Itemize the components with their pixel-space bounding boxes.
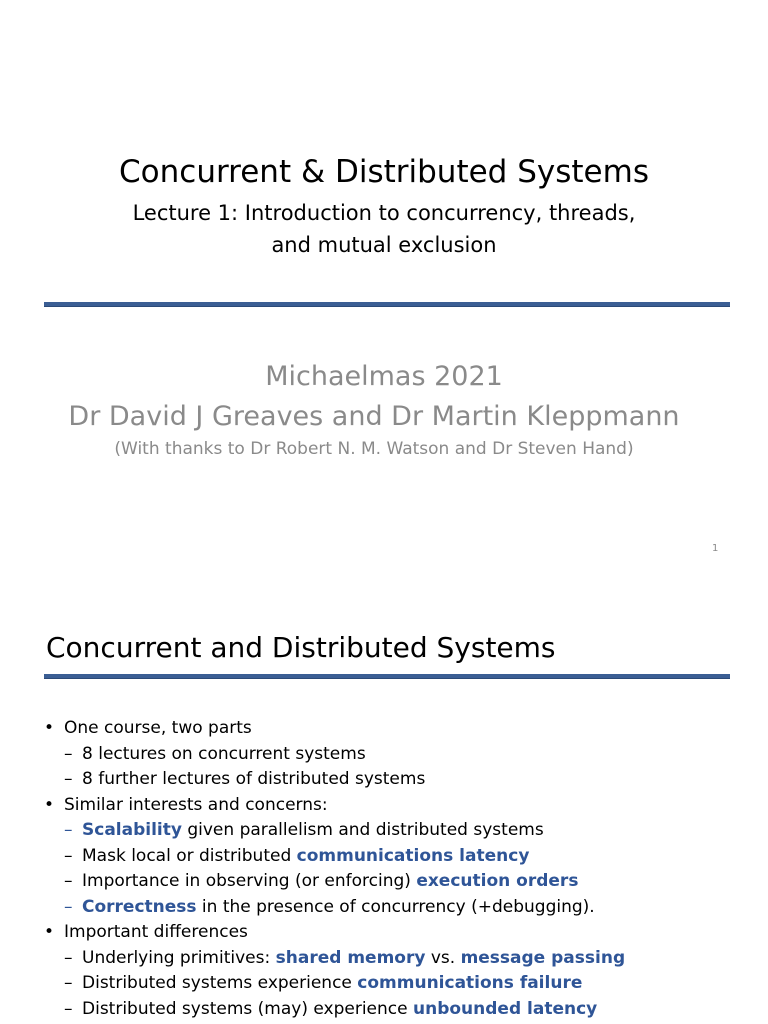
slide-subtitle	[0, 197, 768, 261]
list-subitem: – Distributed systems experience communications failure	[44, 971, 744, 997]
list-subitem: – Mask local or distributed communications latency	[44, 844, 744, 870]
slide-heading: Concurrent and Distributed Systems	[46, 631, 556, 664]
bullet-list	[44, 716, 744, 1022]
dash-icon: –	[64, 743, 73, 764]
dash-icon: –	[64, 845, 73, 866]
keyword: unbounded latency	[413, 998, 598, 1019]
list-item: • Important differences	[44, 920, 744, 946]
list-subitem: – Scalability given parallelism and distributed systems	[44, 818, 744, 844]
keyword: message passing	[460, 947, 626, 968]
acknowledgements: (With thanks to Dr Robert N. M. Watson and Dr Steven Hand)	[114, 439, 634, 459]
keyword: execution orders	[416, 871, 579, 891]
dash-icon: –	[64, 998, 73, 1019]
list-item: • Similar interests and concerns:	[44, 793, 744, 819]
dash-icon: –	[64, 896, 73, 917]
list-item: • One course, two parts	[44, 716, 744, 742]
title-divider	[44, 302, 730, 306]
dash-icon: –	[64, 769, 73, 789]
list-subitem: – 8 lectures on concurrent systems	[44, 742, 744, 768]
dash-icon: –	[64, 973, 73, 993]
term-label: Michaelmas 2021	[265, 361, 503, 392]
dash-icon: –	[64, 820, 73, 840]
slide-number: 1	[712, 543, 719, 554]
keyword: Correctness	[82, 896, 197, 917]
subtitle-line-1: Lecture 1: Introduction to concurrency, threads,	[132, 201, 636, 225]
keyword: communications latency	[296, 845, 530, 866]
slide-title: Concurrent & Distributed Systems	[119, 154, 649, 190]
dash-icon: –	[64, 947, 73, 968]
keyword: Scalability	[82, 820, 182, 840]
heading-divider	[44, 674, 730, 678]
dash-icon: –	[64, 871, 73, 891]
keyword: communications failure	[357, 973, 583, 993]
list-subitem: – Underlying primitives: shared memory vs. message passing	[44, 946, 744, 972]
subtitle-line-2: and mutual exclusion	[271, 233, 497, 257]
list-subitem: – 8 further lectures of distributed systems	[44, 767, 744, 793]
authors-label: Dr David J Greaves and Dr Martin Kleppmann	[68, 401, 680, 432]
keyword: shared memory	[275, 947, 426, 968]
bullet-icon: •	[44, 922, 55, 942]
bullet-icon: •	[44, 718, 55, 738]
list-subitem: – Importance in observing (or enforcing) execution orders	[44, 869, 744, 895]
content-slide	[0, 578, 768, 1024]
bullet-icon: •	[44, 794, 55, 815]
list-subitem: – Correctness in the presence of concurrency (+debugging).	[44, 895, 744, 921]
list-subitem: – Distributed systems (may) experience unbounded latency	[44, 997, 744, 1023]
